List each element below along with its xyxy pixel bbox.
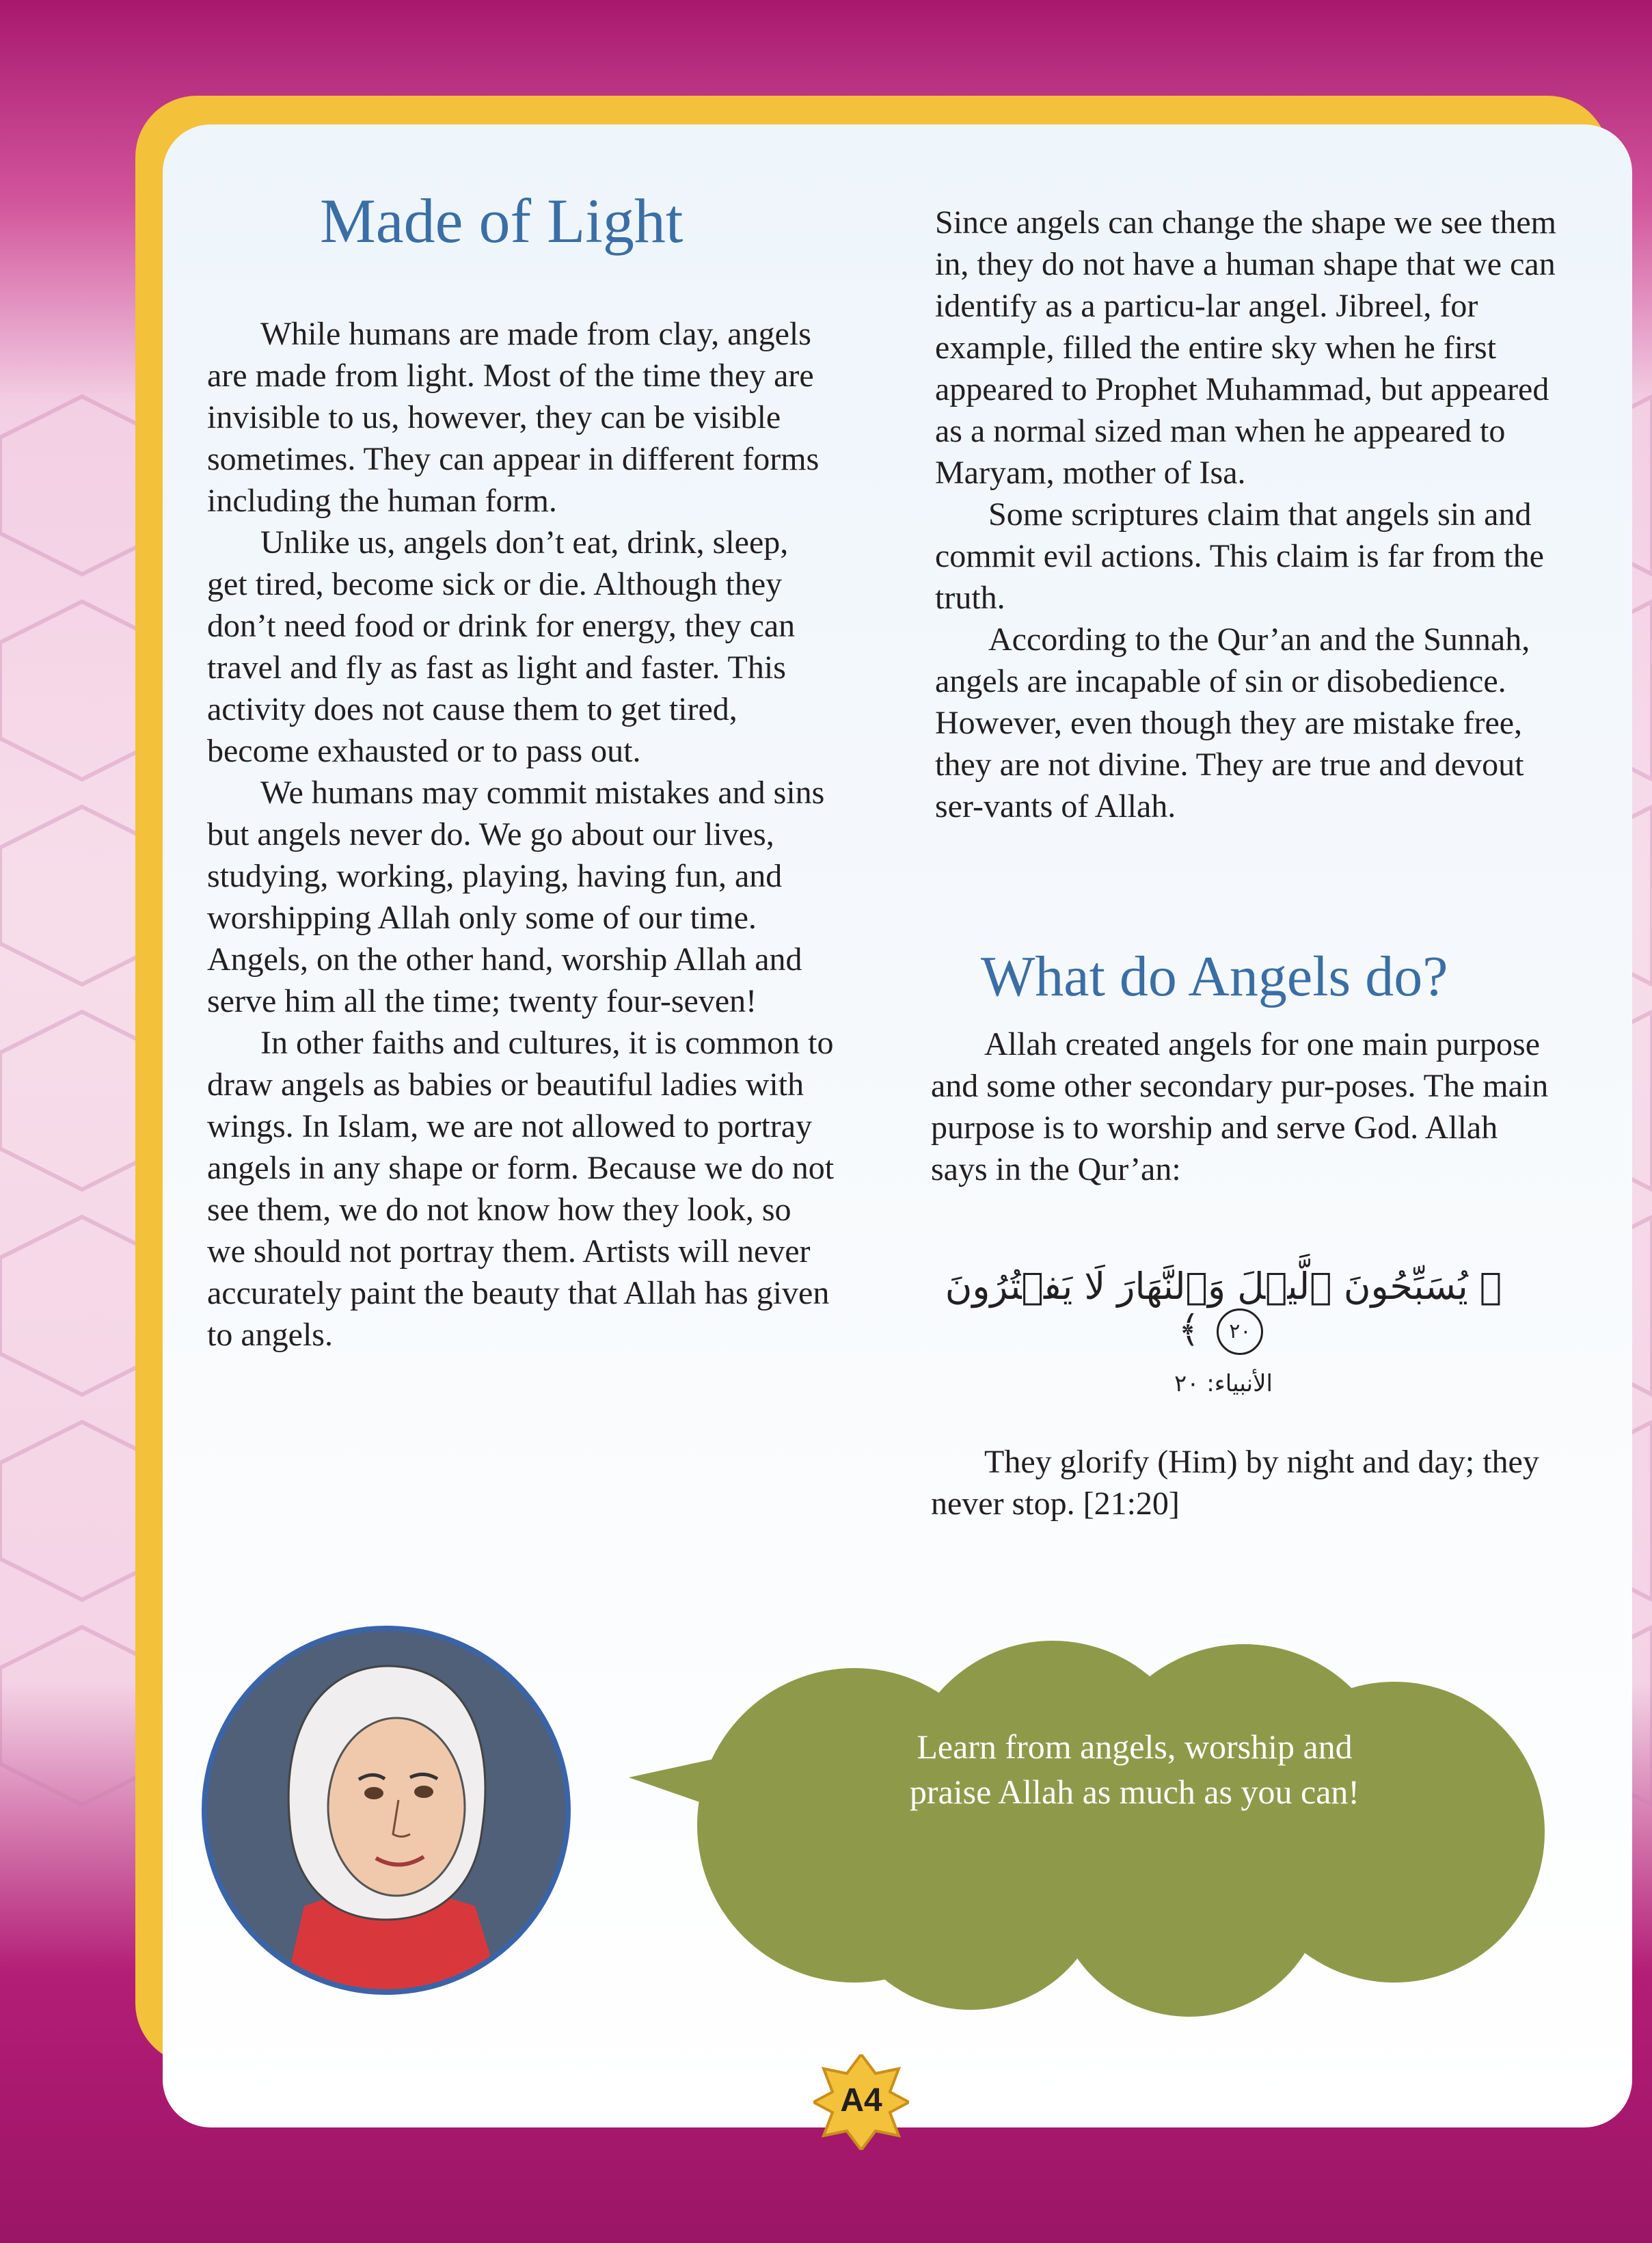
- paragraph: We humans may commit mistakes and sins but angels never do. We go about our lives, studying, working, playing, having fun, and worshipping Allah only some of our time. Angels, on the other hand, worship Allah and serve him all the time; twenty four-seven!: [207, 775, 825, 1019]
- left-column: [207, 313, 836, 1356]
- paragraph: Unlike us, angels don’t eat, drink, sleep, get tired, become sick or die. Although they don’t need food or drink for energy, they can travel and fly as fast as light and faster. This activity does not cause them to get tired, become exhausted or to pass out.: [207, 524, 796, 769]
- paragraph: Allah created angels for one main purpose and some other secondary pur-poses. The main purpose is to worship and serve God. Allah says in the Qur’an:: [931, 1026, 1549, 1187]
- paragraph: Some scriptures claim that angels sin and commit evil actions. This claim is far from the truth.: [935, 496, 1544, 616]
- verse-close-bracket: ﴾: [1178, 1308, 1200, 1351]
- verse-translation: They glorify (Him) by night and day; they never stop. [21:20]: [931, 1444, 1539, 1522]
- callout-line: praise Allah as much as you can!: [909, 1773, 1360, 1811]
- page-number: A4: [840, 2082, 882, 2119]
- paragraph: While humans are made from clay, angels are made from light. Most of the time they are invisible to us, however, they can be visible sometimes. They can appear in different forms including the human form.: [207, 316, 820, 519]
- paragraph: Since angels can change the shape we see them in, they do not have a human shape that we can identify as a particu-lar angel. Jibreel, for example, filled the entire sky when he first appeared to Prophet Muhammad, but appeared as a normal sized man when he appeared to Maryam, mother of Isa.: [935, 204, 1556, 491]
- callout-line: Learn from angels, worship and: [917, 1728, 1353, 1766]
- section-title-what-do-angels-do: What do Angels do?: [981, 945, 1448, 1008]
- verse-number-marker: ٢٠: [1217, 1308, 1263, 1355]
- girl-avatar-illustration: [202, 1626, 571, 1995]
- callout-text: [772, 1724, 1497, 1814]
- translation-block: [931, 1441, 1560, 1525]
- verse-text: ﴿ يُسَبِّحُونَ ٱلَّيۡلَ وَٱلنَّهَارَ لَا يَفۡتُرُونَ: [945, 1265, 1502, 1308]
- verse-reference: الأنبياء: ٢٠: [1174, 1370, 1273, 1398]
- speech-bubble: [629, 1634, 1552, 2017]
- right-column-continued: [931, 1023, 1560, 1190]
- paragraph: According to the Qur’an and the Sunnah, angels are incapable of sin or disobedience. However, even though they are mistake free, they are not divine. They are true and devout ser-vants of Allah.: [935, 621, 1530, 824]
- right-column: [935, 202, 1564, 827]
- quran-verse: [936, 1265, 1511, 1397]
- verse-line: [936, 1265, 1511, 1355]
- paragraph: In other faiths and cultures, it is common to draw angels as babies or beautiful ladies with wings. In Islam, we are not allowed to portray angels in any shape or form. Because we do not see them, we do not know how they look, so we should not portray them. Artists will never accurately paint the beauty that Allah has given to angels.: [207, 1025, 835, 1353]
- section-title-made-of-light: Made of Light: [320, 186, 683, 256]
